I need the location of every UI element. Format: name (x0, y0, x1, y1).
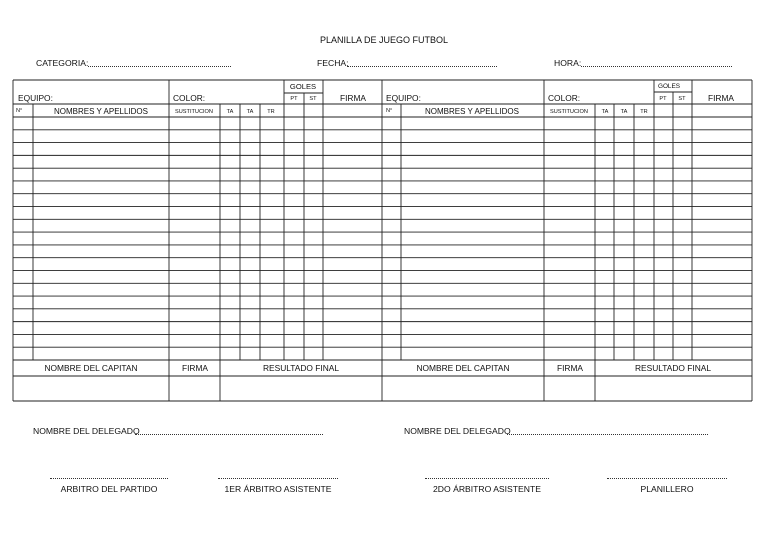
col-pt-left: PT (290, 96, 298, 102)
col-tr-right: TR (640, 109, 648, 115)
grid-lines (13, 80, 752, 401)
delegado-label-right: NOMBRE DEL DELEGADO (404, 426, 511, 436)
categoria-label: CATEGORIA: (36, 58, 89, 68)
col-ta2-right: TA (620, 109, 628, 115)
col-ta2-left: TA (246, 109, 254, 115)
col-st-right: ST (678, 96, 686, 102)
goles-label-right: GOLES (657, 83, 681, 90)
col-sustitucion-right: SUSTITUCION (550, 109, 588, 115)
equipo-label-right: EQUIPO: (386, 93, 421, 103)
color-label-right: COLOR: (548, 93, 581, 103)
equipo-label-left: EQUIPO: (18, 93, 53, 103)
footer-firma-right: FIRMA (556, 363, 584, 373)
resultado-label-right: RESULTADO FINAL (634, 363, 712, 373)
hora-label: HORA: (554, 58, 582, 68)
goles-label-left: GOLES (289, 82, 317, 91)
col-nombres-right: NOMBRES Y APELLIDOS (425, 107, 519, 116)
signature-line-asistente-1[interactable] (218, 478, 338, 479)
col-sustitucion-left: SUSTITUCION (175, 109, 213, 115)
signature-line-planillero[interactable] (607, 478, 727, 479)
capitan-label-left: NOMBRE DEL CAPITAN (44, 363, 138, 373)
color-label-left: COLOR: (173, 93, 206, 103)
col-pt-right: PT (659, 96, 667, 102)
signature-line-asistente-2[interactable] (425, 478, 549, 479)
col-ta1-left: TA (226, 109, 234, 115)
col-nombres-left: NOMBRES Y APELLIDOS (54, 107, 148, 116)
footer-firma-left: FIRMA (181, 363, 209, 373)
firma-label-right: FIRMA (707, 93, 735, 103)
signature-line-arbitro[interactable] (50, 478, 168, 479)
delegado-label-left: NOMBRE DEL DELEGADO (33, 426, 140, 436)
signature-label-planillero: PLANILLERO (640, 484, 694, 494)
col-tr-left: TR (267, 109, 275, 115)
delegado-field-left[interactable] (135, 434, 323, 435)
capitan-label-right: NOMBRE DEL CAPITAN (416, 363, 510, 373)
delegado-field-right[interactable] (507, 434, 708, 435)
signature-label-arbitro: ARBITRO DEL PARTIDO (60, 484, 158, 494)
signature-label-asistente-2: 2DO ÁRBITRO ASISTENTE (433, 484, 541, 494)
page-title: PLANILLA DE JUEGO FUTBOL (319, 35, 449, 45)
col-num-left: N° (16, 108, 23, 114)
col-st-left: ST (309, 96, 317, 102)
resultado-label-left: RESULTADO FINAL (262, 363, 340, 373)
signature-label-asistente-1: 1ER ÁRBITRO ASISTENTE (224, 484, 332, 494)
col-num-right: N° (386, 108, 393, 114)
fecha-label: FECHA: (317, 58, 349, 68)
col-ta1-right: TA (601, 109, 609, 115)
firma-label-left: FIRMA (339, 93, 367, 103)
